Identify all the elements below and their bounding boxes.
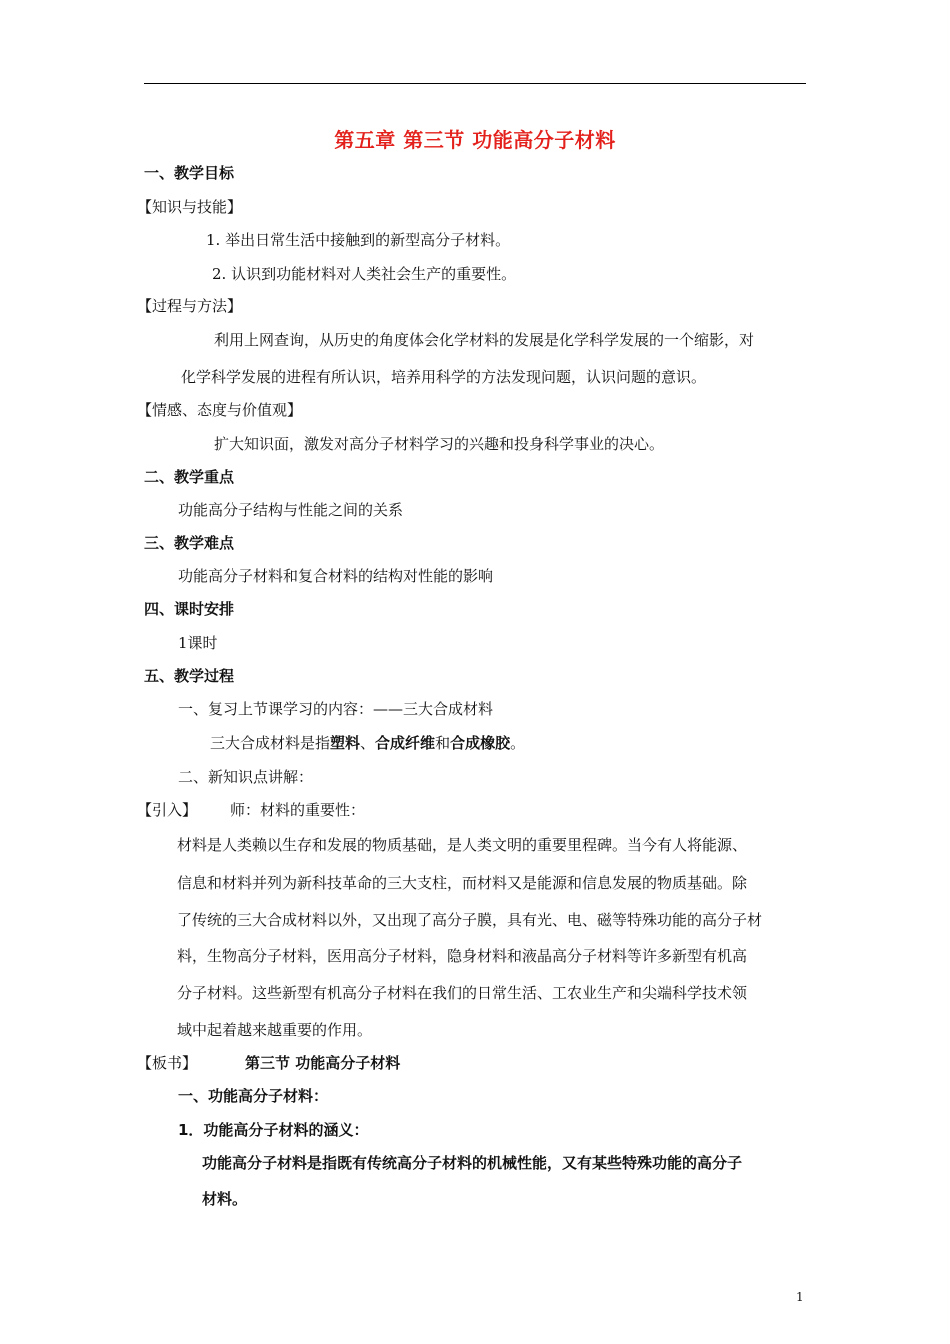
term-synthetic-rubber: 合成橡胶 [450, 734, 511, 752]
process-line-1: 利用上网查询，从历史的角度体会化学材料的发展是化学科学发展的一个缩影，对 [214, 331, 755, 349]
board-line [137, 1053, 400, 1073]
process-line-2: 化学科学发展的进程有所认识，培养用科学的方法发现问题，认识问题的意识。 [181, 368, 707, 386]
difficulties-text: 功能高分子材料和复合材料的结构对性能的影响 [178, 567, 494, 585]
review-line: 一、复习上节课学习的内容：——三大合成材料 [178, 700, 494, 718]
page-title: 第五章 第三节 功能高分子材料 [334, 128, 616, 152]
sub-heading-2: 1．功能高分子材料的涵义： [178, 1121, 369, 1139]
heading-schedule: 四、课时安排 [144, 600, 235, 618]
para-line-5: 分子材料。这些新型有机高分子材料在我们的日常生活、工农业生产和尖端科学技术领 [177, 984, 748, 1002]
sub-heading-1: 一、功能高分子材料： [178, 1087, 329, 1105]
review-detail-end: 。 [510, 734, 526, 752]
review-detail-and: 和 [435, 734, 451, 752]
intro-label: 【引入】 [137, 801, 198, 819]
heading-process: 五、教学过程 [144, 667, 235, 685]
knowledge-item-2: 2. 认识到功能材料对人类社会生产的重要性。 [212, 265, 517, 283]
key-points-text: 功能高分子结构与性能之间的关系 [178, 501, 404, 519]
para-line-2: 信息和材料并列为新科技革命的三大支柱，而材料又是能源和信息发展的物质基础。除 [177, 874, 748, 892]
emotion-line: 扩大知识面，激发对高分子材料学习的兴趣和投身科学事业的决心。 [214, 435, 665, 453]
label-emotion: 【情感、态度与价值观】 [137, 401, 303, 419]
definition-line-1: 功能高分子材料是指既有传统高分子材料的机械性能，又有某些特殊功能的高分子 [202, 1154, 743, 1172]
label-knowledge: 【知识与技能】 [137, 198, 243, 216]
review-detail-prefix: 三大合成材料是指 [210, 734, 331, 752]
intro-line [137, 800, 365, 820]
board-label: 【板书】 [137, 1054, 198, 1072]
review-detail [210, 733, 525, 753]
page-number: 1 [796, 1290, 804, 1304]
review-detail-sep: 、 [360, 734, 376, 752]
heading-key-points: 二、教学重点 [144, 468, 235, 486]
heading-objectives: 一、教学目标 [144, 164, 235, 182]
board-text: 第三节 功能高分子材料 [245, 1054, 401, 1072]
label-process: 【过程与方法】 [137, 297, 243, 315]
definition-line-2: 材料。 [202, 1190, 248, 1208]
para-line-4: 料，生物高分子材料，医用高分子材料，隐身材料和液晶高分子材料等许多新型有机高 [177, 947, 748, 965]
schedule-text: 1课时 [178, 634, 218, 652]
term-plastics: 塑料 [330, 734, 361, 752]
para-line-1: 材料是人类赖以生存和发展的物质基础，是人类文明的重要里程碑。当今有人将能源、 [177, 836, 748, 854]
para-line-3: 了传统的三大合成材料以外，又出现了高分子膜，具有光、电、磁等特殊功能的高分子材 [177, 911, 763, 929]
term-synthetic-fiber: 合成纤维 [375, 734, 436, 752]
header-rule [144, 83, 806, 84]
new-points-line: 二、新知识点讲解： [178, 768, 314, 786]
knowledge-item-1: 1. 举出日常生活中接触到的新型高分子材料。 [206, 231, 511, 249]
para-line-6: 域中起着越来越重要的作用。 [177, 1021, 373, 1039]
heading-difficulties: 三、教学难点 [144, 534, 235, 552]
intro-text: 师：材料的重要性： [230, 801, 366, 819]
